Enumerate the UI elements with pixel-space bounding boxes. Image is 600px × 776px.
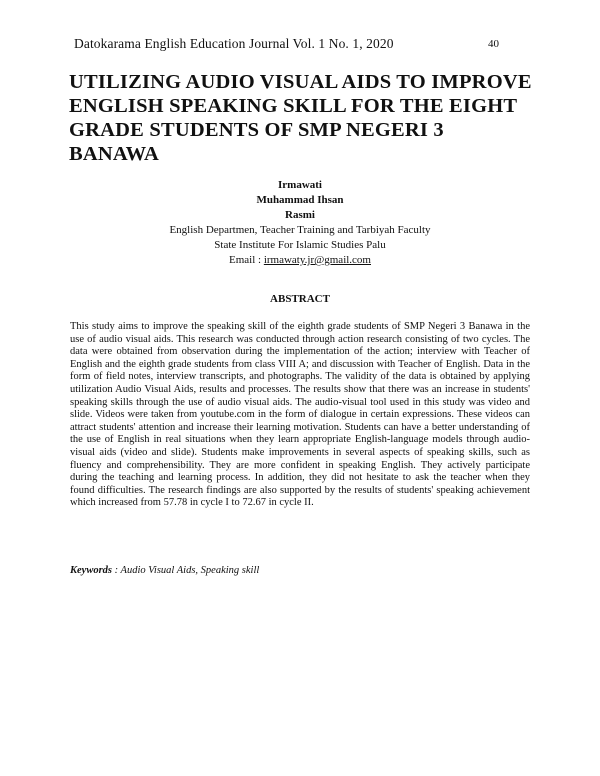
author-name-2: Muhammad Ihsan bbox=[256, 194, 344, 206]
affiliation-department: English Departmen, Teacher Training and Tarbiyah Faculty bbox=[169, 224, 431, 236]
page-number: 40 bbox=[488, 38, 499, 50]
affiliation-institute: State Institute For Islamic Studies Palu bbox=[214, 239, 386, 251]
journal-header: Datokarama English Education Journal Vol. 1 No. 1, 2020 bbox=[74, 36, 394, 51]
author-block bbox=[70, 178, 530, 268]
abstract-text: This study aims to improve the speaking skill of the eighth grade students of SMP Negeri 3 Banawa in the use of audio visual aids. This research was conducted through action research consisting of two cycles. The data were obtained from observation during the implementation of the action; interview with Teacher of English and the eighth grade students from class VIII A; and discussion with Teacher of English. Data in the form of field notes, interview transcripts, and photographs. The validity of the data is obtained by applying utilization Audio Visual Aids, results and processes. The results show that there was an increase in students' speaking skills through the use of audio visual aids. The audio-visual tool used in this study was video and slide. Videos were taken from youtube.com in the form of dialogue in certain expressions. These videos can attract students' attention and increase their learning motivation. Students can have a better understanding of the use of English in real situations when they learn appropriate English-language models through audio-visual aids (video and slide). Students make improvements in several aspects of speaking skills, such as fluency and comprehensibility. They are more confident in speaking English. They actively participate during the teaching and learning process. In addition, they did not hesitate to ask the teacher when they found difficulties. The research findings are also supported by the results of students' speaking achievement which increased from 57.78 in cycle I to 72.67 in cycle II. bbox=[70, 321, 530, 509]
paper-title: UTILIZING AUDIO VISUAL AIDS TO IMPROVE ENGLISH SPEAKING SKILL FOR THE EIGHT GRADE STUDENTS OF SMP NEGERI 3 BANAWA bbox=[69, 71, 532, 165]
keywords-line bbox=[70, 565, 530, 576]
author-name-1: Irmawati bbox=[278, 179, 322, 191]
keywords-label: Keywords bbox=[70, 565, 112, 576]
email-line bbox=[70, 253, 530, 268]
email-label: Email : bbox=[229, 254, 264, 266]
keywords-text: : Audio Visual Aids, Speaking skill bbox=[112, 565, 260, 576]
email-link[interactable]: irmawaty.jr@gmail.com bbox=[263, 254, 371, 266]
abstract-heading: ABSTRACT bbox=[270, 293, 330, 305]
author-name-3: Rasmi bbox=[285, 209, 315, 221]
